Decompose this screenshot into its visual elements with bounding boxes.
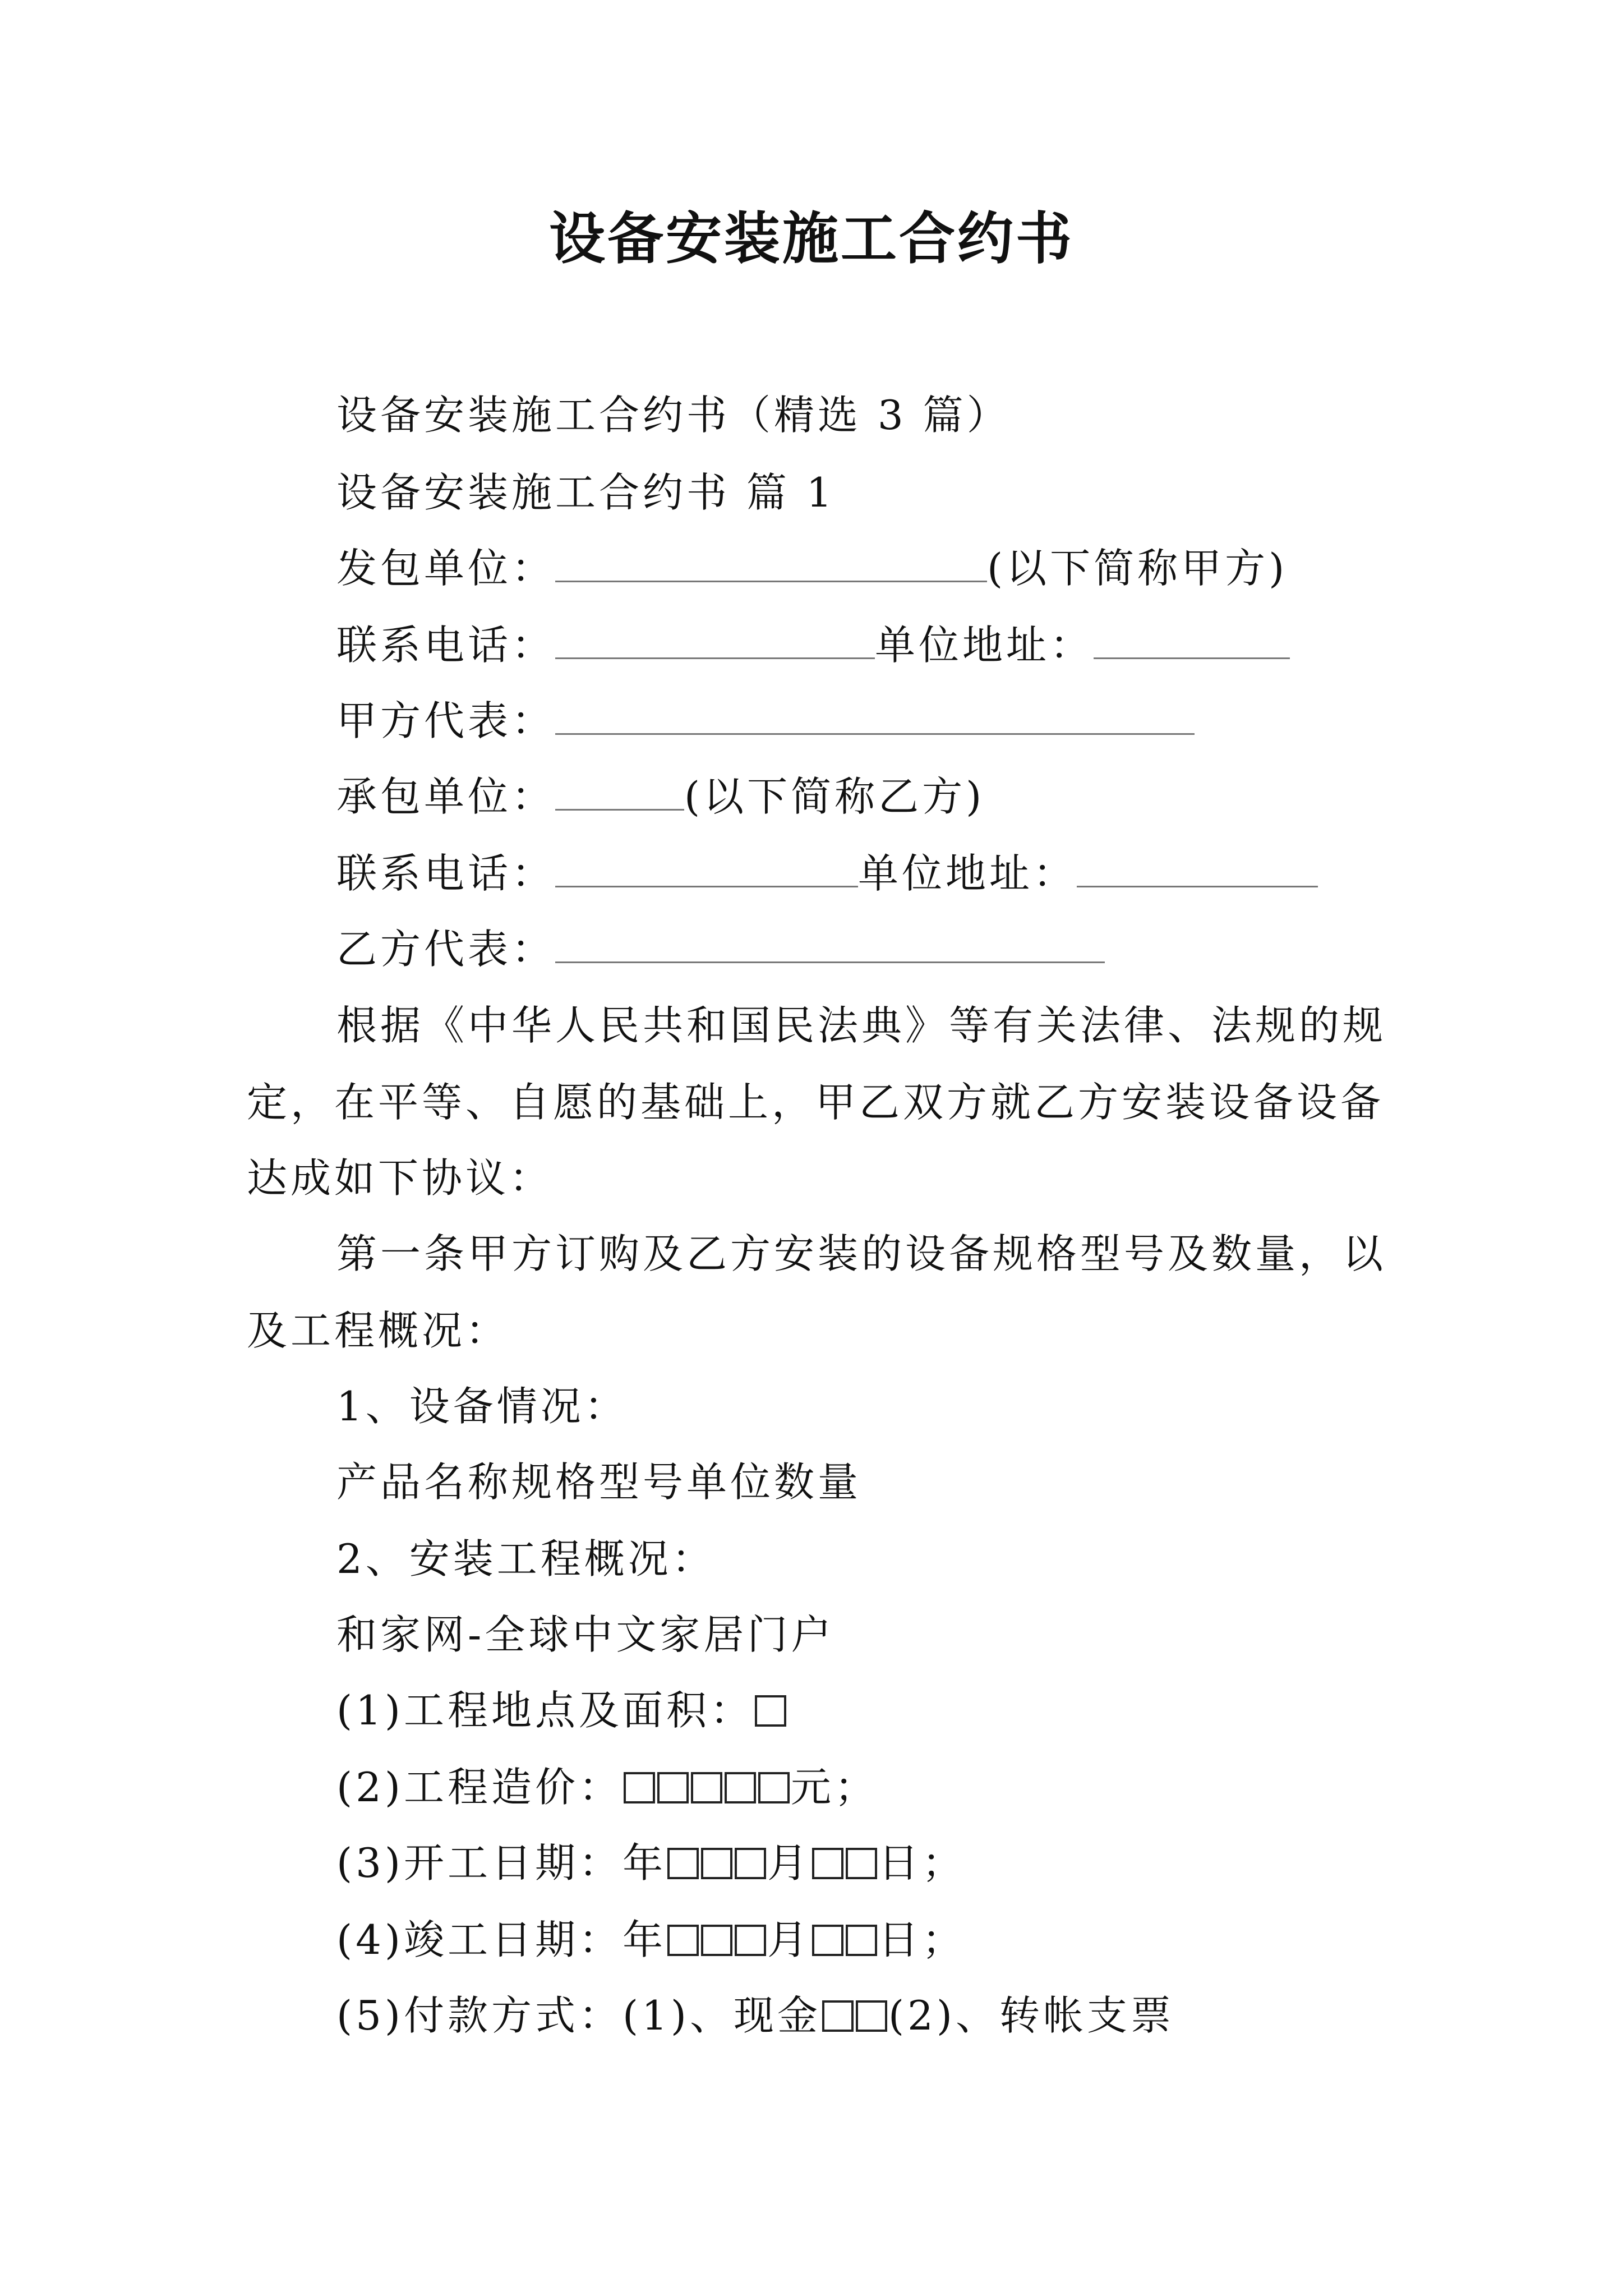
party-a-phone-blank[interactable] xyxy=(555,624,875,659)
preamble-line-1: 根据《中华人民共和国民法典》等有关法律、法规的规 xyxy=(336,1002,1387,1049)
start-date-row xyxy=(336,1836,966,1890)
party-a-unit-suffix: (以下简称甲方) xyxy=(987,545,1288,592)
preamble-line-3: 达成如下协议： xyxy=(247,1154,554,1202)
payment-option-cash: (1)、现金 xyxy=(623,1992,821,2039)
checkbox[interactable] xyxy=(735,1848,766,1879)
party-a-phone-label: 联系电话： xyxy=(336,622,556,669)
watermark-line: 和家网-全球中文家居门户 xyxy=(336,1611,835,1658)
document-title: 设备安装施工合约书 xyxy=(549,205,1074,272)
party-a-unit-blank[interactable] xyxy=(555,547,987,582)
party-a-contact-row xyxy=(336,618,1290,672)
party-b-unit-row xyxy=(336,770,985,823)
checkbox[interactable] xyxy=(812,1848,843,1879)
checkbox[interactable] xyxy=(701,1925,732,1956)
party-b-contact-row xyxy=(336,846,1318,900)
preamble-line-2: 定，在平等、自愿的基础上，甲乙双方就乙方安装设备设备 xyxy=(247,1079,1385,1126)
end-date-label: (4)竣工日期： xyxy=(336,1916,623,1963)
checkbox[interactable] xyxy=(758,1772,790,1803)
party-a-rep-blank[interactable] xyxy=(555,700,1195,735)
checkbox[interactable] xyxy=(755,1695,786,1727)
article-1-line-1: 第一条甲方订购及乙方安装的设备规格型号及数量，以 xyxy=(336,1230,1387,1277)
month-text: 月 xyxy=(767,1916,811,1963)
party-b-unit-blank[interactable] xyxy=(555,775,684,811)
checkbox[interactable] xyxy=(657,1772,689,1803)
start-date-label: (3)开工日期： xyxy=(336,1839,623,1887)
location-row xyxy=(336,1683,787,1737)
party-b-unit-suffix: (以下简称乙方) xyxy=(684,773,985,820)
equipment-heading: 1、设备情况： xyxy=(336,1383,628,1430)
party-b-rep-blank[interactable] xyxy=(555,928,1105,963)
checkbox[interactable] xyxy=(691,1772,722,1803)
checkbox[interactable] xyxy=(856,2000,887,2032)
party-b-phone-blank[interactable] xyxy=(555,852,858,887)
party-b-address-blank[interactable] xyxy=(1077,852,1318,887)
subtitle: 设备安装施工合约书（精选 3 篇） xyxy=(336,392,1011,439)
party-a-unit-row xyxy=(336,541,1288,595)
party-a-rep-label: 甲方代表： xyxy=(336,697,556,744)
install-heading: 2、安装工程概况： xyxy=(336,1535,716,1582)
party-a-rep-row xyxy=(336,694,1195,748)
checkbox[interactable] xyxy=(624,1772,655,1803)
party-a-unit-label: 发包单位： xyxy=(336,545,556,592)
section-heading: 设备安装施工合约书 篇 1 xyxy=(336,469,836,516)
payment-row xyxy=(336,1989,1174,2042)
party-a-address-label: 单位地址： xyxy=(875,622,1094,669)
party-b-phone-label: 联系电话： xyxy=(336,850,556,897)
checkbox[interactable] xyxy=(667,1925,699,1956)
checkbox[interactable] xyxy=(822,2000,854,2032)
checkbox[interactable] xyxy=(667,1848,699,1879)
day-text: 日； xyxy=(878,1839,966,1887)
checkbox[interactable] xyxy=(846,1848,877,1879)
checkbox[interactable] xyxy=(735,1925,766,1956)
party-b-address-label: 单位地址： xyxy=(858,850,1077,897)
checkbox[interactable] xyxy=(846,1925,877,1956)
checkbox[interactable] xyxy=(701,1848,732,1879)
cost-label: (2)工程造价： xyxy=(336,1764,623,1811)
cost-unit: 元； xyxy=(791,1764,879,1811)
day-text: 日； xyxy=(878,1916,966,1963)
party-a-address-blank[interactable] xyxy=(1094,624,1290,659)
party-b-unit-label: 承包单位： xyxy=(336,773,556,820)
article-1-line-2: 及工程概况： xyxy=(247,1307,510,1354)
cost-row xyxy=(336,1760,878,1814)
location-label: (1)工程地点及面积： xyxy=(336,1687,754,1734)
checkbox[interactable] xyxy=(812,1925,843,1956)
checkbox[interactable] xyxy=(725,1772,756,1803)
payment-label: (5)付款方式： xyxy=(336,1992,623,2039)
year-text: 年 xyxy=(623,1916,667,1963)
payment-option-transfer: (2)、转帐支票 xyxy=(888,1992,1174,2039)
month-text: 月 xyxy=(767,1839,811,1887)
year-text: 年 xyxy=(623,1839,667,1887)
party-b-rep-row xyxy=(336,922,1105,976)
end-date-row xyxy=(336,1913,966,1967)
equipment-columns: 产品名称规格型号单位数量 xyxy=(336,1458,862,1506)
party-b-rep-label: 乙方代表： xyxy=(336,926,556,973)
